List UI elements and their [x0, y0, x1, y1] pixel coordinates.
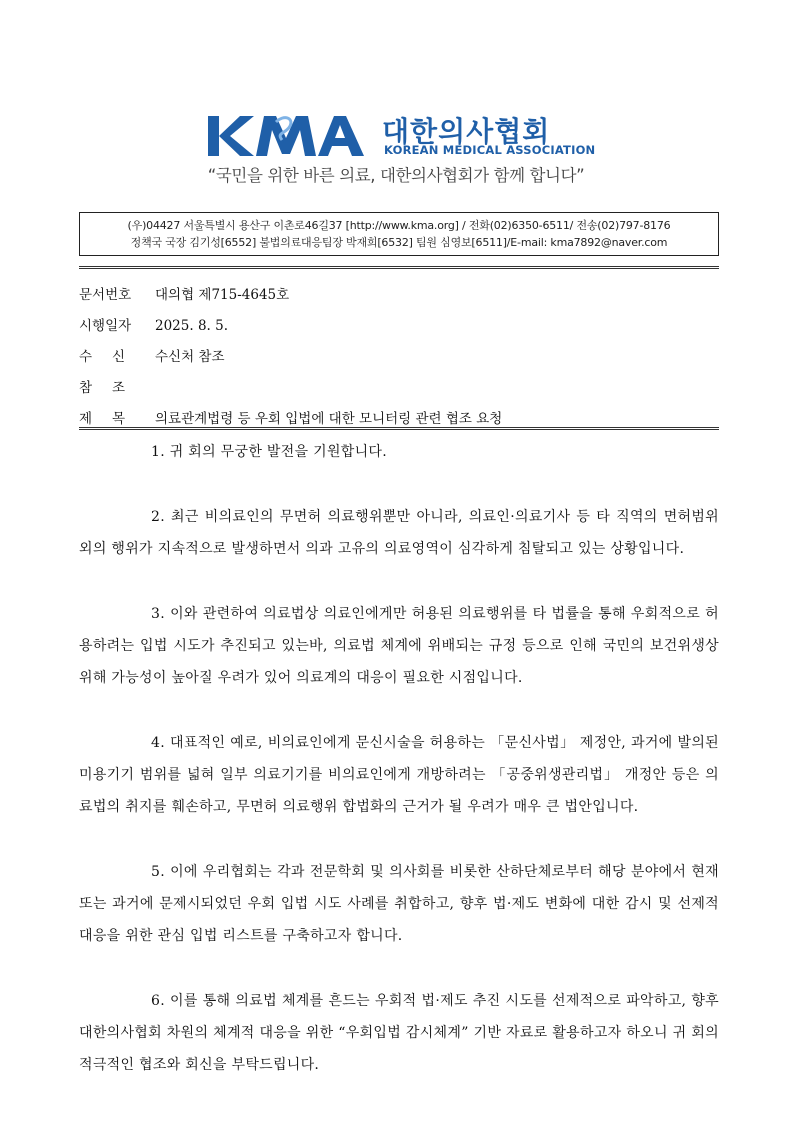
kma-logo-icon — [206, 114, 376, 158]
reference-label: 참조 — [79, 380, 146, 396]
reference-row — [79, 376, 719, 407]
recipient: 수신처 참조 — [155, 349, 225, 365]
recipient-label: 수신 — [79, 349, 146, 365]
letterhead — [186, 100, 606, 195]
doc-number-row — [79, 283, 719, 314]
recipient-row — [79, 345, 719, 376]
date-label: 시행일자 — [79, 318, 132, 334]
slogan: “국민을 위한 바른 의료, 대한의사협회가 함께 합니다” — [207, 166, 585, 185]
paragraph-2: 2. 최근 비의료인의 무면허 의료행위뿐만 아니라, 의료인·의료기사 등 타 직역의 면허범위 외의 행위가 지속적으로 발생하면서 의과 고유의 의료영역이 심각하게 침탈되고 있는 상황입니다. — [79, 509, 719, 557]
paragraph-3: 3. 이와 관련하여 의료법상 의료인에게만 허용된 의료행위를 타 법률을 통해 우회적으로 허용하려는 입법 시도가 추진되고 있는바, 의료법 체계에 위배되는 규정 등으로 인해 국민의 보건위생상 위해 가능성이 높아질 우려가 있어 의료계의 대응이 필요한 시점입니다. — [79, 606, 719, 686]
contact-line-2: 정책국 국장 김기성[6552] 불법의료대응팀장 박재희[6532] 팀원 심영보[6511]/E-mail: kma7892@naver.com — [130, 236, 668, 249]
subject-label: 제목 — [79, 411, 146, 427]
doc-number-label: 문서번호 — [79, 287, 132, 303]
paragraph-4: 4. 대표적인 예로, 비의료인에게 문신시술을 허용하는 「문신사법」 제정안, 과거에 발의된 미용기기 범위를 넓혀 일부 의료기기를 비의료인에게 개방하려는 「공중위생관리법」 개정안 등은 의료법의 취지를 훼손하고, 무면허 의료행위 합법화의 근거가 될 우려가 매우 큰 법안입니다. — [79, 735, 719, 815]
issue-date: 2025. 8. 5. — [155, 318, 228, 334]
org-name-ko: 대한의사협회 — [382, 115, 551, 148]
contact-line-1: (우)04427 서울특별시 용산구 이촌로46길37 [http://www.kma.org] / 전화(02)6350-6511/ 전송(02)797-8176 — [127, 219, 671, 232]
org-name-en: KOREAN MEDICAL ASSOCIATION — [384, 143, 596, 157]
paragraph-6: 6. 이를 통해 의료법 체계를 흔드는 우회적 법·제도 추진 시도를 선제적으로 파악하고, 향후 대한의사협회 차원의 체계적 대응을 위한 “우회입법 감시체계” 기반 자료로 활용하고자 하오니 귀 회의 적극적인 협조와 회신을 부탁드립니다. — [79, 993, 719, 1073]
header-divider — [79, 266, 719, 269]
document-meta — [79, 283, 719, 438]
meta-divider — [79, 427, 719, 430]
document-body — [79, 436, 719, 1081]
paragraph-1: 1. 귀 회의 무궁한 발전을 기원합니다. — [151, 444, 387, 460]
date-row — [79, 314, 719, 345]
subject-row — [79, 407, 719, 438]
paragraph-5: 5. 이에 우리협회는 각과 전문학회 및 의사회를 비롯한 산하단체로부터 해당 분야에서 현재 또는 과거에 문제시되었던 우회 입법 시도 사례를 취합하고, 향후 법·제도 변화에 대한 감시 및 선제적 대응을 위한 관심 입법 리스트를 구축하고자 합니다. — [79, 864, 719, 944]
contact-box — [79, 212, 719, 256]
subject: 의료관계법령 등 우회 입법에 대한 모니터링 관련 협조 요청 — [155, 411, 503, 427]
doc-number: 대의협 제715-4645호 — [155, 287, 290, 303]
